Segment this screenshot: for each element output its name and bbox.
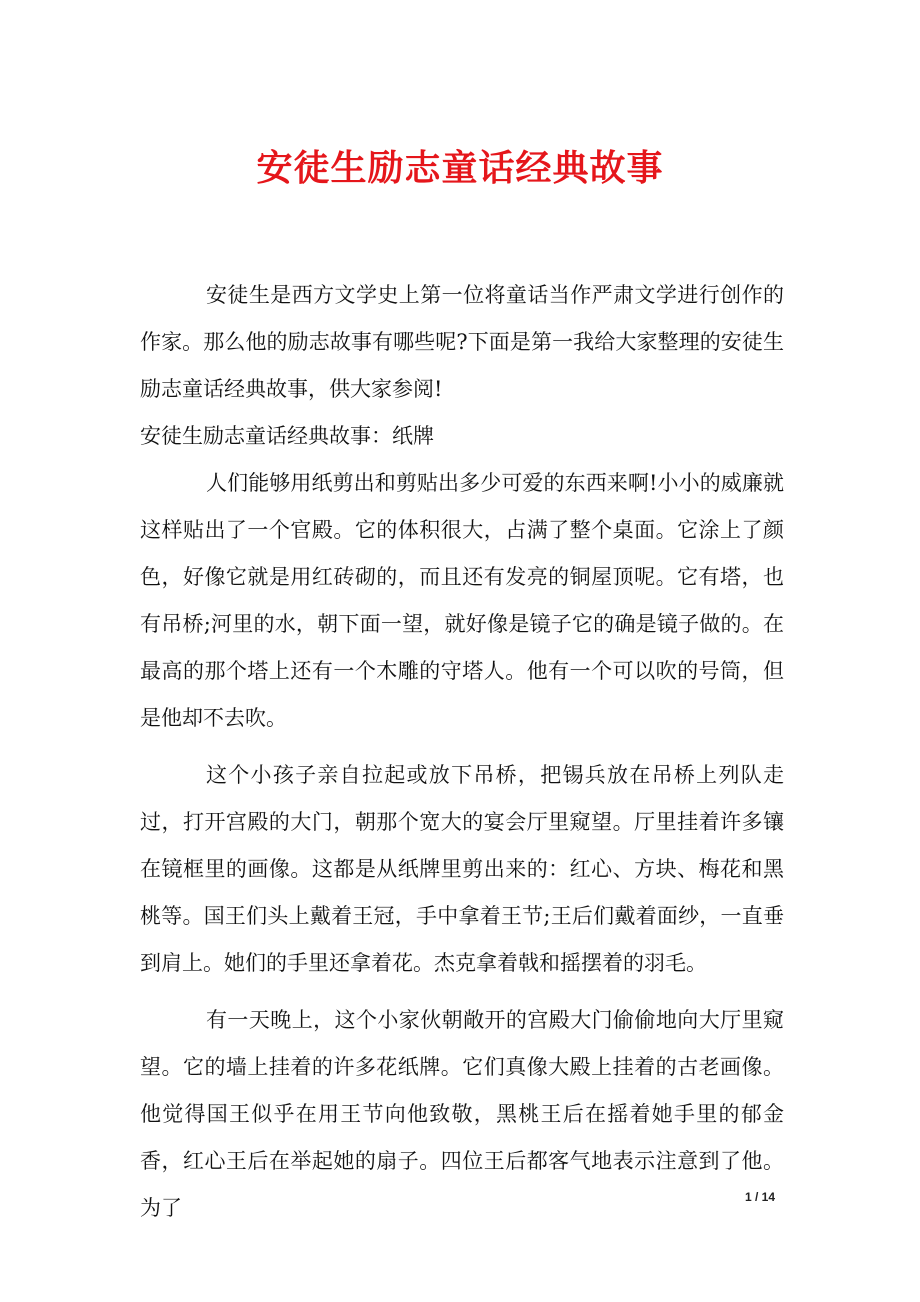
document-title: 安徒生励志童话经典故事 [256,147,664,189]
page-number: 1 / 14 [744,1190,776,1204]
story-paragraph-1: 人们能够用纸剪出和剪贴出多少可爱的东西来啊!小小的威廉就这样贴出了一个官殿。它的体积很大，占满了整个桌面。它涂上了颜色，好像它就是用红砖砌的，而且还有发亮的铜屋顶呢。它有塔，也有吊桥;河里的水，朝下面一望，就好像是镜子它的确是镜子做的。在最高的那个塔上还有一个木雕的守塔人。他有一个可以吹的号筒，但是他却不去吹。 [140,471,784,730]
story-paragraph-2: 这个小孩子亲自拉起或放下吊桥，把锡兵放在吊桥上列队走过，打开宫殿的大门，朝那个宽大的宴会厅里窥望。厅里挂着许多镶在镜框里的画像。这都是从纸牌里剪出来的：红心、方块、梅花和黑桃等。国王们头上戴着王冠，手中拿着王节;王后们戴着面纱，一直垂到肩上。她们的手里还拿着花。杰克拿着戟和摇摆着的羽毛。 [140,763,784,975]
section-heading: 安徒生励志童话经典故事：纸牌 [140,424,434,448]
document-body [140,272,784,1232]
story-paragraph-3: 有一天晚上，这个小家伙朝敞开的宫殿大门偷偷地向大厅里窥望。它的墙上挂着的许多花纸牌。它们真像大殿上挂着的古老画像。他觉得国王似乎在用王节向他致敬，黑桃王后在摇着她手里的郁金香，红心王后在举起她的扇子。四位王后都客气地表示注意到了他。为了 [140,1008,784,1220]
intro-paragraph: 安徒生是西方文学史上第一位将童话当作严肃文学进行创作的作家。那么他的励志故事有哪些呢?下面是第一我给大家整理的安徒生励志童话经典故事，供大家参阅! [140,283,784,401]
